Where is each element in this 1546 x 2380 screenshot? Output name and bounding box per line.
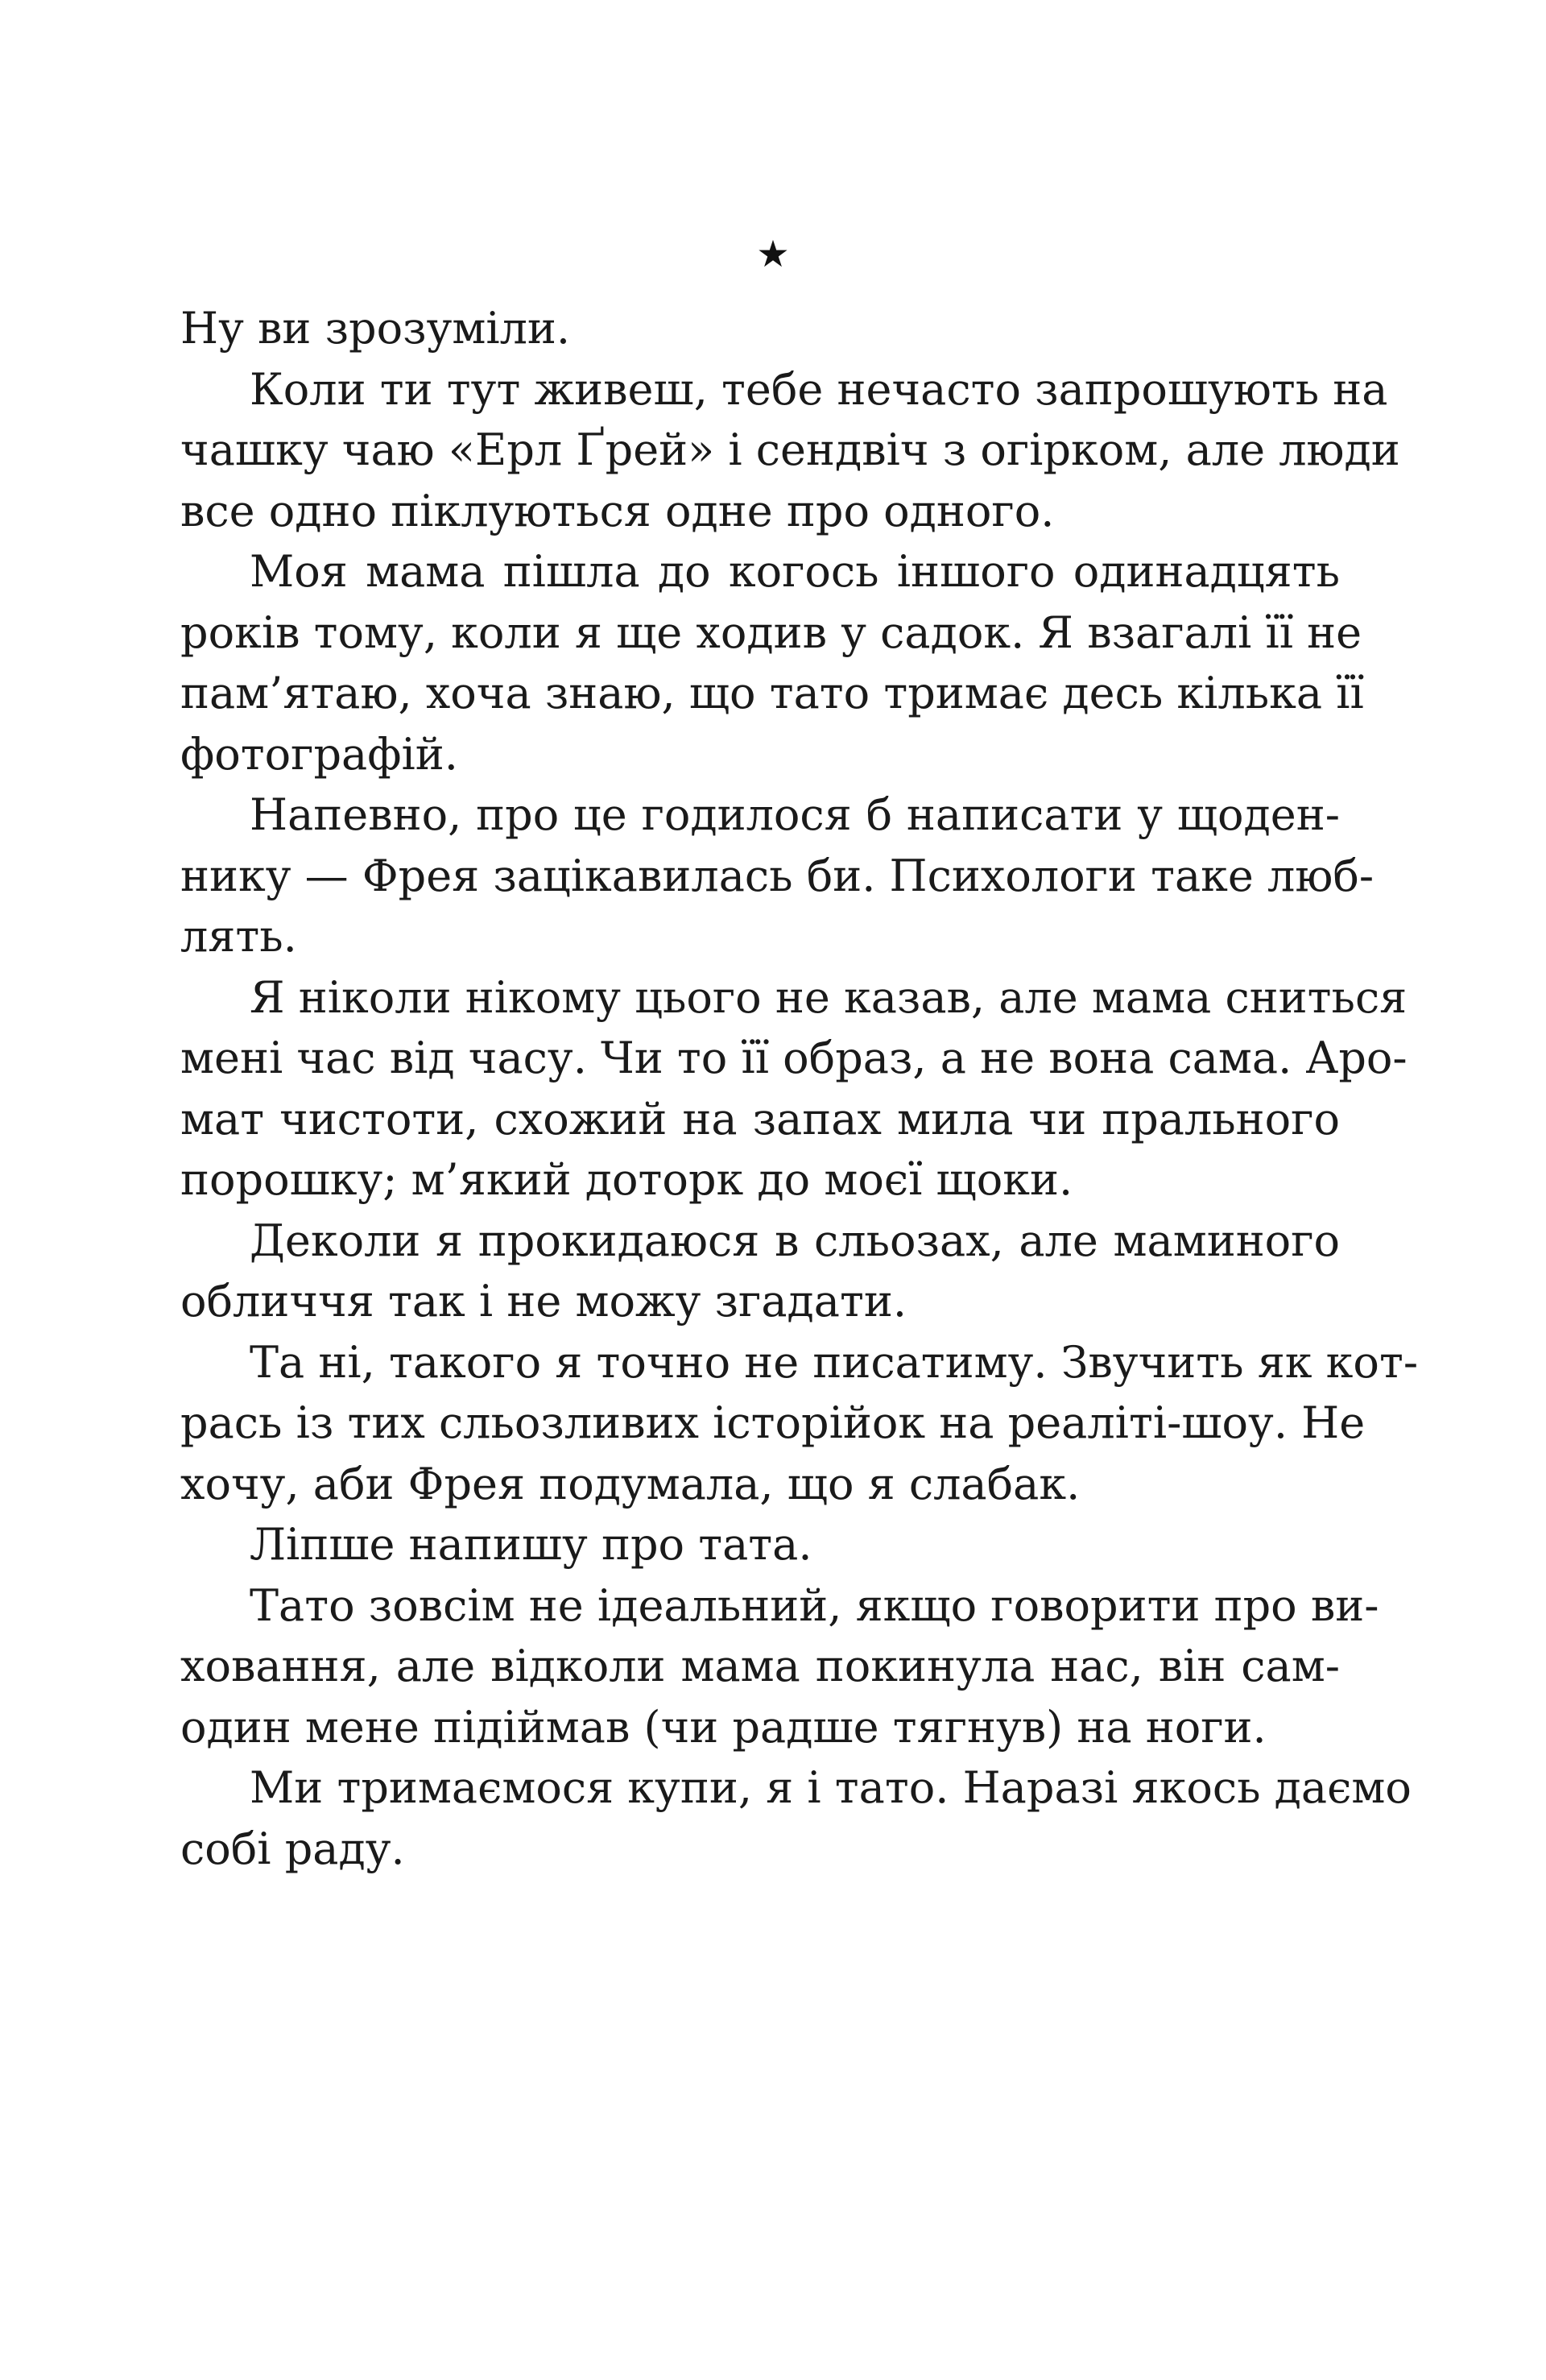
text-line: порошку; м’який доторк до моєї щоки. bbox=[180, 1154, 1073, 1205]
text-line: Коли ти тут живеш, тебе нечасто запрошують на bbox=[250, 363, 1388, 415]
body-text bbox=[180, 298, 1419, 1879]
text-line: Тато зовсім не ідеальний, якщо говорити про ви- bbox=[250, 1579, 1379, 1631]
text-line: Ліпше напишу про тата. bbox=[250, 1519, 812, 1570]
text-line: нику — Фрея зацікавилась би. Психологи таке люб- bbox=[180, 850, 1374, 901]
text-line: чашку чаю «Ерл Ґрей» і сендвіч з огірком, але люди bbox=[180, 424, 1400, 475]
text-line: хочу, аби Фрея подумала, що я слабак. bbox=[180, 1458, 1081, 1509]
text-line: Моя мама пішла до когось іншого одинадцять bbox=[250, 546, 1340, 597]
text-line: пам’ятаю, хоча знаю, що тато тримає десь кілька її bbox=[180, 668, 1364, 718]
text-line: собі раду. bbox=[180, 1823, 405, 1874]
text-line: мат чистоти, схожий на запах мила чи прального bbox=[180, 1093, 1340, 1144]
text-line: Напевно, про це годилося б написати у щоден- bbox=[250, 789, 1340, 840]
text-line: Та ні, такого я точно не писатиму. Звучить як кот- bbox=[250, 1336, 1419, 1388]
text-line: мені час від часу. Чи то її образ, а не вона сама. Аро- bbox=[180, 1033, 1408, 1083]
text-line: Деколи я прокидаюся в сльозах, але маминого bbox=[250, 1215, 1340, 1266]
text-line: Ми тримаємося купи, я і тато. Наразі якось даємо bbox=[250, 1762, 1412, 1813]
text-line: ховання, але відколи мама покинула нас, він сам- bbox=[180, 1641, 1340, 1691]
text-line: один мене підіймав (чи радше тягнув) на ноги. bbox=[180, 1701, 1267, 1753]
star-ornament-icon: ★ bbox=[756, 232, 790, 275]
text-line: фотографій. bbox=[180, 728, 458, 780]
text-line: обличчя так і не можу згадати. bbox=[180, 1276, 907, 1327]
text-line: лять. bbox=[180, 911, 297, 962]
text-line: все одно піклуються одне про одного. bbox=[180, 485, 1055, 536]
text-line: Ну ви зрозуміли. bbox=[180, 303, 571, 354]
text-line: років тому, коли я ще ходив у садок. Я взагалі її не bbox=[180, 606, 1362, 658]
text-line: Я ніколи нікому цього не казав, але мама сниться bbox=[250, 971, 1408, 1023]
text-line: рась із тих сльозливих історійок на реаліті-шоу. Не bbox=[180, 1397, 1366, 1448]
